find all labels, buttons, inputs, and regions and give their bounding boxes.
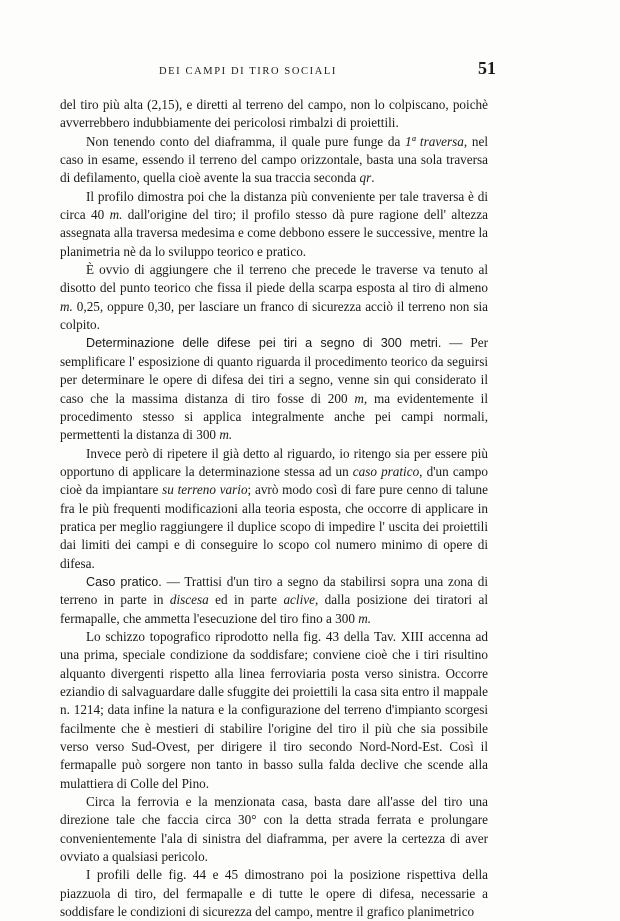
body-text	[60, 96, 488, 921]
italic-run: qr	[359, 170, 372, 186]
text-run: , nel caso in esame, essendo il terreno del campo orizzontale, basta una sola traversa di defilamento, quella cioè avente la sua traccia seconda	[60, 133, 488, 186]
paragraph	[60, 334, 488, 444]
page-header	[60, 58, 496, 86]
paragraph	[60, 188, 488, 261]
italic-run: 1ª traversa	[405, 133, 464, 149]
section-heading: Determinazione delle difese pei tiri a segno di 300 metri.	[86, 336, 442, 351]
text-run: Invece però di ripetere il già detto al riguardo, io ritengo sia per essere più opportuno di applicare la determinazione stessa ad un	[60, 445, 488, 479]
paragraph	[60, 261, 488, 334]
italic-run: su terreno vario	[162, 482, 248, 498]
text-run: 0,25, oppure 0,30, per lasciare un franco di sicurezza acciò il terreno non sia colpito.	[60, 298, 488, 333]
text-run: , d'un campo cioè da impiantare	[60, 463, 488, 498]
italic-run: aclive	[283, 592, 315, 608]
paragraph: I profili delle fig. 44 e 45 dimostrano poi la posizione rispettiva della piazzuola di tiro, del fermapalle e di tutte le opere di difesa, necessarie a soddisfare le condizioni di sicurezza del campo, mentre il grafico planimetrico	[60, 867, 488, 920]
text-run: — Per semplificare l' esposizione di quanto riguarda il procedimento teorico da seguirsi per determinare le opere di difesa dei tiri a segno, venne sin qui considerato il caso che la massima distanza di tiro fosse di 200	[60, 335, 488, 406]
italic-run: discesa	[169, 592, 209, 608]
italic-run: m,	[354, 390, 368, 406]
paragraph	[60, 445, 488, 573]
text-run: .	[371, 170, 375, 186]
paragraph: del tiro più alta (2,15), e diretti al terreno del campo, non lo colpiscano, poichè avverrebbero indubbiamente dei pericolosi rimbalzi di proiettili.	[60, 97, 488, 131]
text-run: ed in parte	[208, 592, 284, 608]
section-heading: Caso pratico.	[86, 574, 162, 589]
paragraph: Circa la ferrovia e la menzionata casa, basta dare all'asse del tiro una direzione tale che faccia circa 30° con la detta strada ferrata e prolungare convenientemente l'ala di sinistra del diaframma, per avere la certezza di aver ovviato a qualsiasi pericolo.	[60, 794, 488, 865]
italic-run: m.	[219, 427, 233, 443]
paragraph	[60, 133, 488, 188]
text-run: Il profilo dimostra poi che la distanza più conveniente per tale traversa è di circa 40	[60, 188, 488, 223]
italic-run: m.	[60, 298, 73, 314]
paragraph: Lo schizzo topografico riprodotto nella fig. 43 della Tav. XIII accenna ad una prima, speciale condizione da soddisfare; conviene cioè che i tiri risultino alquanto divergenti rispetto alla linea ferroviaria posta verso sinistra. Occorre eziandio di salvaguardare dalle sfuggite dei proiettili la casa sita entro il mappale n. 1214; data infine la natura e la configurazione del terreno d'impianto scorgesi facilmente che è mestieri di stabilire l'origine del tiro il più che sia possibile verso verso Sud-Ovest, per dirigere il tiro secondo Nord-Nord-Est. Così il fermapalle può sorgere non tanto in basso sulla falda declive che scende alla mulattiera di Colle del Pino.	[60, 628, 488, 791]
text-run: È ovvio di aggiungere che il terreno che precede le traverse va tenuto al disotto del punto teorico che fissa il piede della scarpa esposta al tiro di almeno	[60, 262, 488, 296]
text-run: — Trattisi d'un tiro a segno da stabilirsi sopra una zona di terreno in parte in	[60, 573, 488, 608]
text-run: ; avrò modo così di fare pure cenno di talune fra le più frequenti modificazioni alla teoria esposta, che occorre di applicare in pratica per meglio raggiungere il duplice scopo di impedire l' uscita dei proiettili dai limiti dei campi e di conseguire lo scopo col numero minimo di opere di difesa.	[60, 482, 488, 571]
page-number: 51	[478, 58, 496, 78]
italic-run: caso pratico	[352, 463, 420, 479]
running-title: DEI CAMPI DI TIRO SOCIALI	[158, 66, 338, 77]
italic-run: m.	[109, 207, 123, 223]
italic-run: m.	[358, 610, 372, 626]
paragraph	[60, 573, 488, 628]
text-run: Non tenendo conto del diaframma, il quale pure funge da	[86, 133, 405, 149]
text-run: ma evidentemente il procedimento stesso si applica integralmente anche pei campi normali, permettenti la distanza di 300	[60, 390, 488, 443]
text-run: , dalla posizione dei tiratori al fermapalle, che ammetta l'esecuzione del tiro fino a 300	[60, 592, 489, 626]
text-run: dall'origine del tiro; il profilo stesso dà pure ragione dell' altezza assegnata alla traversa medesima e come debbono essere le successive, mentre la planimetria nè da lo sviluppo teorico e pratico.	[60, 207, 488, 259]
